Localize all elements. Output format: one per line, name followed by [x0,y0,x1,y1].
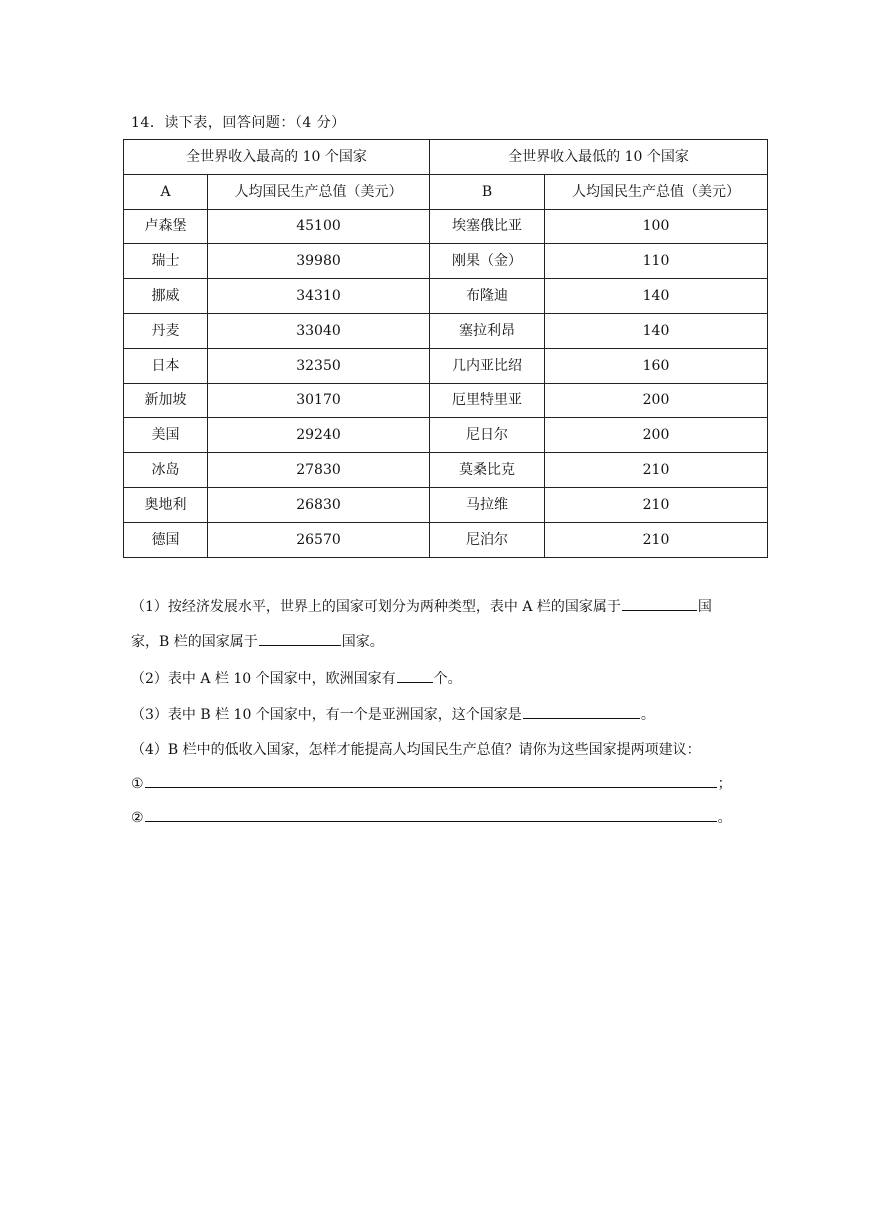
q1-text: 国 [697,599,712,615]
b-country-cell: 刚果（金） [430,244,545,279]
b-country-cell: 尼日尔 [430,418,545,453]
b-country-cell: 几内亚比绍 [430,348,545,383]
q2-text: （2）表中 A 栏 10 个国家中，欧洲国家有 [131,671,396,687]
b-country-cell: 埃塞俄比亚 [430,209,545,244]
q1-text: （1）按经济发展水平，世界上的国家可划分为两种类型，表中 A 栏的国家属于 [131,599,621,615]
b-value-cell: 140 [545,313,768,348]
column-header-b: B [430,174,545,209]
q1-answer-blank-2[interactable] [259,631,341,646]
a-country-cell: 德国 [124,522,208,557]
header-lowest-income: 全世界收入最低的 10 个国家 [430,140,768,175]
table-row [124,453,768,488]
b-value-cell: 210 [545,453,768,488]
b-country-cell: 厄里特里亚 [430,383,545,418]
q4-item-1-marker: ① [131,776,144,792]
q3-answer-blank[interactable] [523,704,640,719]
question-title: 14．读下表，回答问题：（4 分） [131,115,346,131]
a-country-cell: 新加坡 [124,383,208,418]
a-value-cell: 32350 [208,348,430,383]
a-country-cell: 挪威 [124,279,208,314]
income-table [123,139,768,558]
q1-answer-blank-1[interactable] [622,596,697,611]
a-country-cell: 卢森堡 [124,209,208,244]
q4-suggestion-1 [131,773,732,793]
column-header-a-gnp: 人均国民生产总值（美元） [208,174,430,209]
q4-answer-blank-1[interactable] [145,773,717,788]
a-country-cell: 美国 [124,418,208,453]
q3-text: （3）表中 B 栏 10 个国家中，有一个是亚洲国家，这个国家是 [131,707,522,723]
q2-answer-blank[interactable] [397,668,433,683]
a-value-cell: 33040 [208,313,430,348]
table-row [124,348,768,383]
a-value-cell: 26570 [208,522,430,557]
a-value-cell: 27830 [208,453,430,488]
q4-suggestion-2 [131,807,732,827]
table-row [124,522,768,557]
a-country-cell: 丹麦 [124,313,208,348]
column-header-b-gnp: 人均国民生产总值（美元） [545,174,768,209]
b-value-cell: 140 [545,279,768,314]
a-value-cell: 45100 [208,209,430,244]
q4-item-1-end: ； [717,776,732,792]
table-column-header-row [124,174,768,209]
table-row [124,209,768,244]
table-row [124,279,768,314]
q1-line-2 [131,631,384,651]
b-value-cell: 210 [545,487,768,522]
b-value-cell: 200 [545,383,768,418]
b-country-cell: 尼泊尔 [430,522,545,557]
q4-text: （4）B 栏中的低收入国家，怎样才能提高人均国民生产总值？请你为这些国家提两项建议： [131,742,701,758]
a-value-cell: 26830 [208,487,430,522]
header-highest-income: 全世界收入最高的 10 个国家 [124,140,430,175]
a-value-cell: 39980 [208,244,430,279]
b-value-cell: 110 [545,244,768,279]
q1-text: 国家。 [341,634,384,650]
q4-item-2-end: 。 [717,810,732,826]
a-country-cell: 奥地利 [124,487,208,522]
table-row [124,383,768,418]
b-country-cell: 马拉维 [430,487,545,522]
b-country-cell: 布隆迪 [430,279,545,314]
b-value-cell: 160 [545,348,768,383]
q4-line [131,739,701,759]
q3-text: 。 [640,707,655,723]
table-row [124,487,768,522]
a-country-cell: 冰岛 [124,453,208,488]
b-country-cell: 塞拉利昂 [430,313,545,348]
b-value-cell: 210 [545,522,768,557]
table-row [124,244,768,279]
b-value-cell: 200 [545,418,768,453]
q4-item-2-marker: ② [131,810,144,826]
q4-answer-blank-2[interactable] [145,807,717,822]
q2-line [131,668,462,688]
q1-line-1 [131,596,712,616]
table-row [124,418,768,453]
column-header-a: A [124,174,208,209]
table-row [124,313,768,348]
table-group-header-row [124,140,768,175]
b-country-cell: 莫桑比克 [430,453,545,488]
q2-text: 个。 [433,671,462,687]
a-value-cell: 34310 [208,279,430,314]
q1-text: 家，B 栏的国家属于 [131,634,258,650]
a-value-cell: 30170 [208,383,430,418]
a-country-cell: 日本 [124,348,208,383]
b-value-cell: 100 [545,209,768,244]
q3-line [131,704,655,724]
a-value-cell: 29240 [208,418,430,453]
a-country-cell: 瑞士 [124,244,208,279]
